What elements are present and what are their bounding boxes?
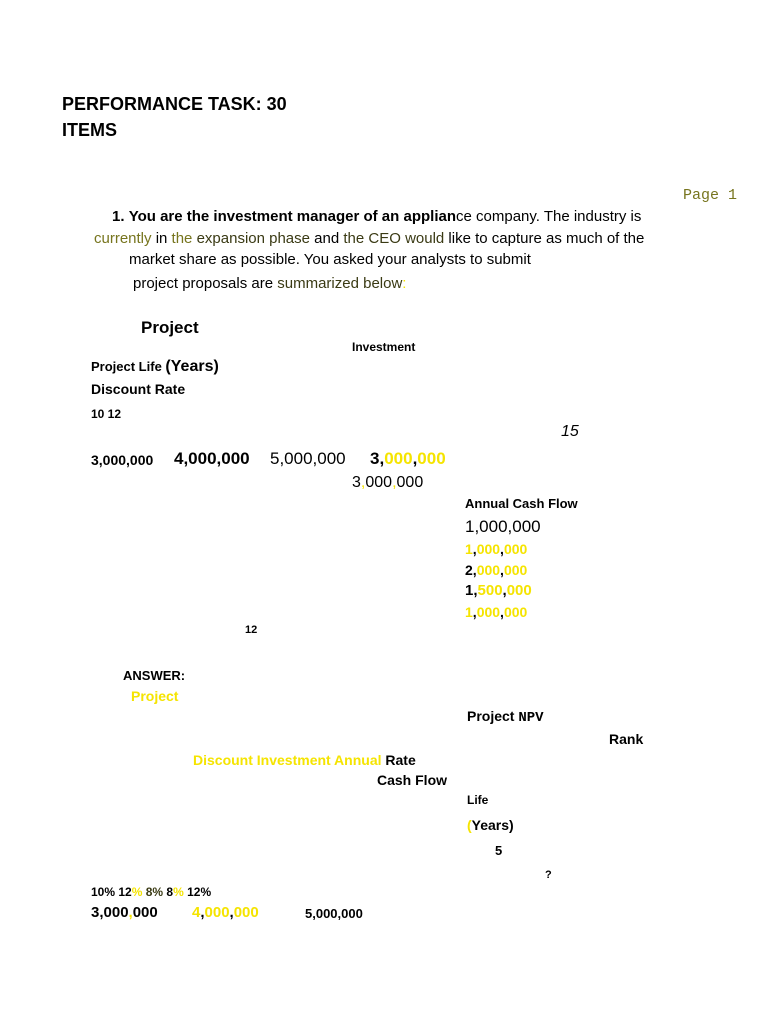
rate-value: 12 bbox=[115, 885, 132, 899]
answer-label: ANSWER: bbox=[123, 668, 186, 683]
title-line-1: PERFORMANCE TASK: 30 bbox=[62, 94, 287, 114]
years-text: Years) bbox=[471, 817, 514, 833]
text-summarized-below: summarized below bbox=[277, 275, 403, 292]
a-inv2-part: , bbox=[229, 904, 234, 921]
rank-header: Rank bbox=[609, 731, 644, 747]
rate-value: 8% bbox=[142, 885, 164, 899]
rate-value: 10% bbox=[91, 885, 116, 899]
cash-flow-4 bbox=[465, 582, 532, 599]
inv5-part: , bbox=[392, 474, 397, 491]
project-life-label bbox=[91, 358, 219, 376]
text-project-proposals: project proposals are bbox=[133, 275, 278, 292]
paren-text: ( bbox=[467, 817, 472, 833]
cf4-part: 500 bbox=[477, 582, 503, 599]
rate-value: 12% bbox=[183, 885, 212, 899]
investment-2: 4,000,000 bbox=[174, 449, 250, 468]
inv5-part: 000 bbox=[396, 474, 424, 491]
a-inv1-part: 3,000 bbox=[91, 904, 129, 921]
cf3-part: 000 bbox=[503, 562, 528, 578]
cf2-part: , bbox=[500, 541, 504, 557]
cf2-part: 000 bbox=[476, 541, 501, 557]
inv5-part: , bbox=[360, 474, 366, 491]
cash-flow-5 bbox=[465, 604, 527, 620]
cash-flow-header: Cash Flow bbox=[377, 772, 448, 788]
a-inv2-part: , bbox=[200, 904, 205, 921]
text-and: and bbox=[310, 230, 344, 247]
discount-investment-annual-text: Discount Investment Annual bbox=[193, 752, 382, 768]
answer-investment-3: 5,000,000 bbox=[305, 906, 363, 921]
cf5-part: , bbox=[472, 604, 477, 620]
question-mark: ? bbox=[545, 869, 552, 881]
a-inv2-part: 4 bbox=[192, 904, 201, 921]
inv5-part: 000 bbox=[365, 474, 393, 491]
project-npv-header bbox=[467, 708, 544, 726]
a-inv1-part: 000 bbox=[132, 904, 158, 921]
inv5-part: 3 bbox=[352, 474, 361, 491]
life-header: Life bbox=[467, 793, 489, 807]
investment-3: 5,000,000 bbox=[270, 449, 346, 468]
rate-text: Rate bbox=[381, 752, 416, 768]
rate-value: % bbox=[131, 885, 143, 899]
a-inv1-part: , bbox=[128, 904, 133, 921]
cf5-part: 1 bbox=[465, 604, 473, 620]
cf2-part: 1 bbox=[465, 541, 473, 557]
npv-text: NPV bbox=[518, 710, 544, 726]
text-ceo-would: the CEO would bbox=[343, 230, 445, 247]
project-life-text: Project Life bbox=[91, 359, 162, 374]
discount-rates-row bbox=[91, 885, 211, 899]
cf3-part: 000 bbox=[476, 562, 501, 578]
cf2-part: , bbox=[472, 541, 477, 557]
investment-5 bbox=[352, 474, 423, 492]
answer-investment-1 bbox=[91, 904, 158, 921]
text-expansion-phase: expansion phase bbox=[192, 230, 310, 247]
question-line-1-rest: ce company. The industry is bbox=[456, 208, 642, 225]
discount-investment-annual-row bbox=[193, 752, 416, 768]
inv4-part: 3, bbox=[370, 449, 385, 468]
cf5-part: , bbox=[500, 604, 504, 620]
answer-project: Project bbox=[131, 688, 179, 704]
question-number: 1. bbox=[112, 208, 125, 225]
question-bold-text: You are the investment manager of an applian bbox=[128, 208, 456, 225]
years-text: (Years) bbox=[165, 358, 219, 375]
answer-investment-2 bbox=[192, 904, 259, 921]
inv4-part: 000 bbox=[384, 449, 413, 468]
question-line-4 bbox=[133, 275, 406, 292]
text-currently: currently bbox=[94, 230, 152, 247]
a-inv2-part: 000 bbox=[233, 904, 259, 921]
cash-flow-1: 1,000,000 bbox=[465, 517, 541, 536]
inv4-part: , bbox=[412, 449, 418, 468]
rate-value: % bbox=[173, 885, 184, 899]
investment-4 bbox=[370, 449, 446, 469]
cf5-part: 000 bbox=[476, 604, 501, 620]
a-inv2-part: 000 bbox=[204, 904, 230, 921]
cf2-part: 000 bbox=[503, 541, 528, 557]
question-line-1 bbox=[112, 208, 641, 225]
question-line-2 bbox=[94, 230, 644, 247]
rate-value: 8 bbox=[163, 885, 174, 899]
inv4-part: 000 bbox=[417, 449, 446, 468]
project-text: Project bbox=[467, 708, 519, 724]
cash-flow-3 bbox=[465, 562, 527, 578]
discount-rate-label: Discount Rate bbox=[91, 381, 186, 397]
cf3-part: 2, bbox=[465, 562, 477, 578]
question-line-3: market share as possible. You asked your analysts to submit bbox=[129, 251, 531, 268]
years-header bbox=[467, 817, 514, 833]
cf4-part: 1, bbox=[465, 582, 478, 599]
project-header: Project bbox=[141, 318, 199, 337]
value-12: 12 bbox=[245, 624, 258, 636]
annual-cash-flow-header: Annual Cash Flow bbox=[465, 496, 578, 511]
life-values: 10 12 bbox=[91, 407, 122, 421]
title-line-2: ITEMS bbox=[62, 120, 118, 140]
cf4-part: , bbox=[502, 582, 507, 599]
cf3-part: , bbox=[500, 562, 504, 578]
cf4-part: 000 bbox=[506, 582, 532, 599]
text-in: in bbox=[151, 230, 172, 247]
cf5-part: 000 bbox=[503, 604, 528, 620]
value-15: 15 bbox=[561, 423, 579, 440]
value-5: 5 bbox=[495, 843, 503, 858]
text-the: the bbox=[171, 230, 193, 247]
investment-header: Investment bbox=[352, 340, 416, 354]
text-colon: : bbox=[402, 275, 407, 292]
investment-1: 3,000,000 bbox=[91, 452, 154, 468]
page-number: Page 1 bbox=[683, 187, 738, 204]
cash-flow-2 bbox=[465, 541, 527, 557]
text-capture: like to capture as much of the bbox=[444, 230, 645, 247]
